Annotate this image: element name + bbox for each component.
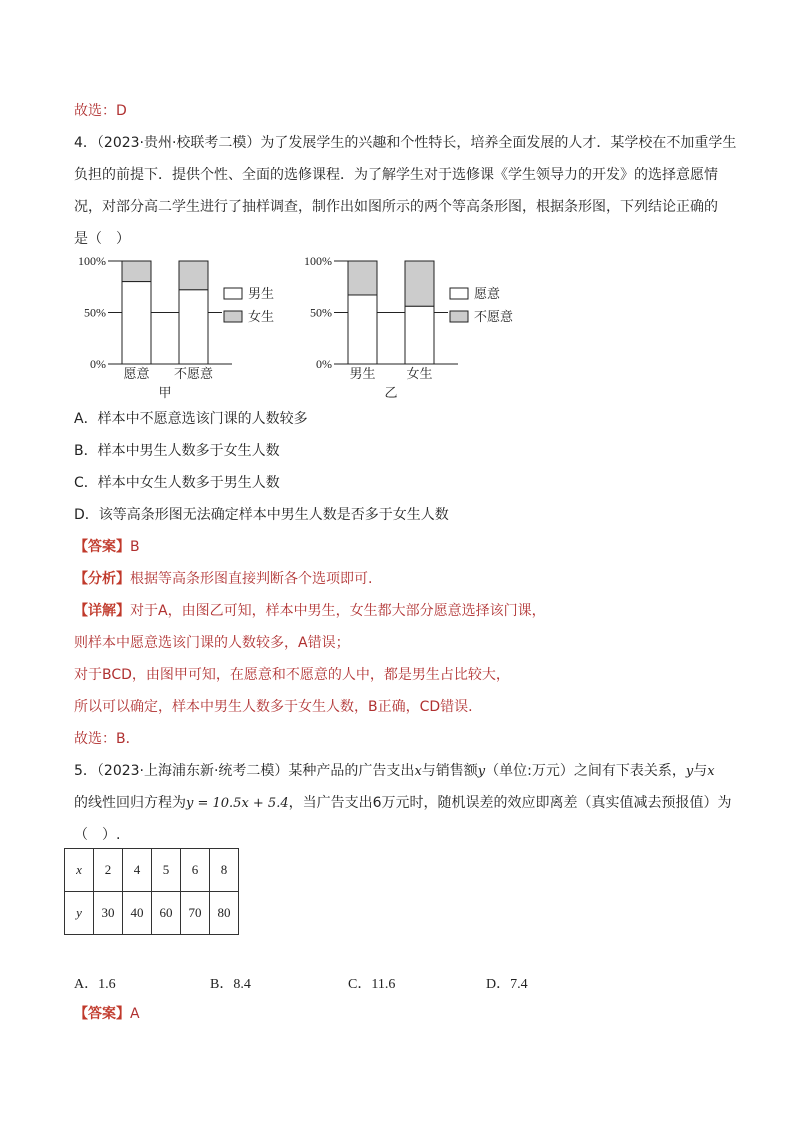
x-tick-label: 不愿意 xyxy=(173,367,214,382)
chart-jia xyxy=(70,252,290,402)
chart-title: 甲 xyxy=(158,386,172,401)
q4-analysis xyxy=(74,570,372,588)
legend-label: 女生 xyxy=(248,310,275,325)
y-tick-label: 100% xyxy=(304,254,332,268)
x-tick-label: 愿意 xyxy=(123,367,150,382)
legend-swatch xyxy=(450,311,468,322)
bar-segment-不愿意 xyxy=(405,261,434,306)
y-tick-label: 0% xyxy=(90,357,106,371)
var-x: x xyxy=(414,764,422,779)
legend-label: 男生 xyxy=(248,287,275,302)
legend-swatch xyxy=(224,288,242,299)
q4-stem-line3: 况，对部分高二学生进行了抽样调查，制作出如图所示的两个等高条形图，根据条形图，下列结论正确的 xyxy=(74,199,718,215)
q4-option-b: B．样本中男生人数多于女生人数 xyxy=(74,443,280,459)
q5-option-a: A．1.6 xyxy=(74,977,116,992)
q4-detail-line3: 对于BCD，由图甲可知，在愿意和不愿意的人中，都是男生占比较大， xyxy=(74,667,510,683)
data-table xyxy=(64,848,239,935)
bar-segment-不愿意 xyxy=(348,261,377,295)
y-tick-label: 50% xyxy=(310,305,332,320)
q5-stem-line2: 的线性回归方程为y = 10.5x + 5.4，当广告支出6万元时，随机误差的效应即离差（真实值减去预报值）为 xyxy=(74,795,732,811)
y-tick-label: 100% xyxy=(78,254,106,268)
answer-tag: 【答案】 xyxy=(74,539,130,555)
q4-option-c: C．样本中女生人数多于男生人数 xyxy=(74,475,280,491)
bar-segment-女生 xyxy=(122,261,151,282)
chart-yi xyxy=(296,252,536,402)
bar-segment-男生 xyxy=(179,290,208,364)
bar-segment-男生 xyxy=(122,282,151,364)
q4-option-d: D．该等高条形图无法确定样本中男生人数是否多于女生人数 xyxy=(74,507,449,523)
x-tick-label: 男生 xyxy=(349,367,376,382)
x-tick-label: 女生 xyxy=(406,367,433,382)
chart-title: 乙 xyxy=(384,386,398,401)
q4-conclusion: 故选：B． xyxy=(74,731,140,747)
q4-option-a: A．样本中不愿意选该门课的人数较多 xyxy=(74,411,308,427)
legend-label: 不愿意 xyxy=(474,310,514,325)
q4-detail-line1: 【详解】对于A，由图乙可知，样本中男生，女生都大部分愿意选择该门课， xyxy=(74,603,546,619)
q4-detail-line2: 则样本中愿意选该门课的人数较多，A错误； xyxy=(74,635,350,651)
y-tick-label: 0% xyxy=(316,357,332,371)
prev-conclusion: 故选：D xyxy=(74,103,127,119)
table-row-x: x 2 4 5 6 8 xyxy=(65,849,239,892)
regression-equation: y = 10.5x + 5.4 xyxy=(186,796,289,811)
q5-answer: 【答案】A xyxy=(74,1006,140,1022)
bar-segment-女生 xyxy=(179,261,208,290)
q5-option-b: B．8.4 xyxy=(210,977,251,992)
var-y: y xyxy=(477,764,486,779)
y-tick-label: 50% xyxy=(84,305,106,320)
q5-stem-line3: （ ）. xyxy=(74,827,121,843)
q4-stem-line4: 是（ ） xyxy=(74,231,130,247)
analysis-tag: 【分析】 xyxy=(74,571,130,587)
q4-stem-line2: 负担的前提下．提供个性、全面的选修课程．为了解学生对于选修课《学生领导力的开发》的选择意愿情 xyxy=(74,167,718,183)
analysis-text: 根据等高条形图直接判断各个选项即可. xyxy=(130,571,373,587)
q5-stem-line1: 5．（2023·上海浦东新·统考二模）某种产品的广告支出x与销售额y（单位:万元）之间有下表关系，y与x xyxy=(74,763,715,779)
legend-label: 愿意 xyxy=(474,287,501,302)
legend-swatch xyxy=(224,311,242,322)
q4-answer xyxy=(74,538,140,556)
detail-tag: 【详解】 xyxy=(74,603,130,619)
answer-value: B xyxy=(130,539,140,555)
bar-segment-愿意 xyxy=(405,306,434,364)
q5-option-c: C．11.6 xyxy=(348,977,396,992)
bar-segment-愿意 xyxy=(348,295,377,364)
legend-swatch xyxy=(450,288,468,299)
q4-detail-line4: 所以可以确定，样本中男生人数多于女生人数，B正确，CD错误. xyxy=(74,699,473,715)
q5-option-d: D．7.4 xyxy=(486,977,528,992)
table-row-y: y 30 40 60 70 80 xyxy=(65,892,239,935)
q4-stem-line1: 4．（2023·贵州·校联考二模）为了发展学生的兴趣和个性特长，培养全面发展的人才．某学校在不加重学生 xyxy=(74,135,737,151)
